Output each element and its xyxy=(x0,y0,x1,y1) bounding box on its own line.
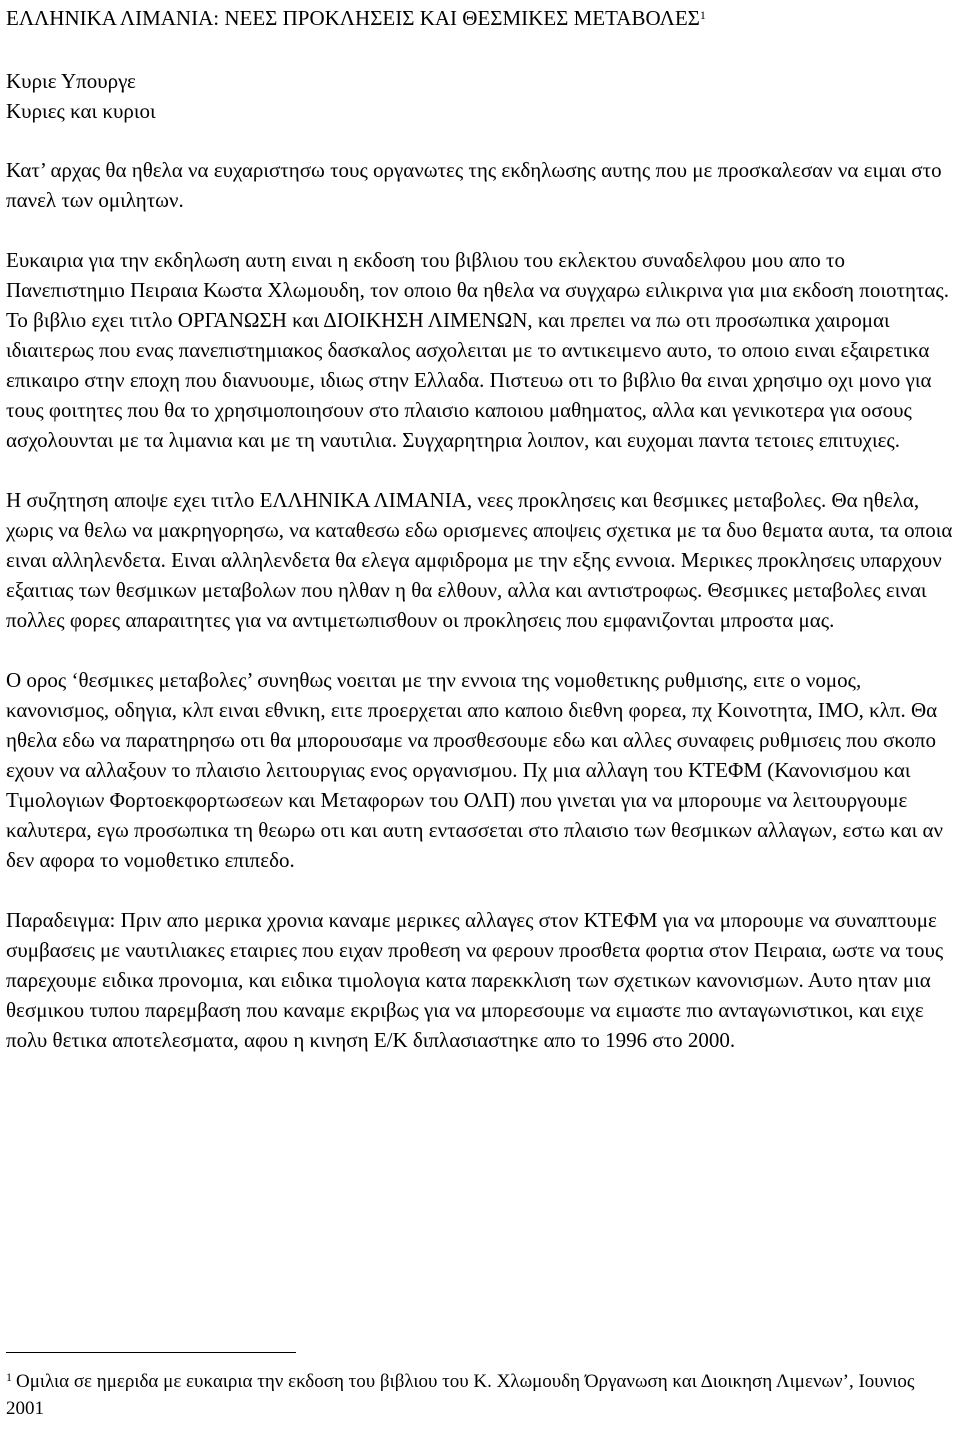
paragraph-institutional-changes: Ο ορος ‘θεσμικες μεταβολες’ συνηθως νοειται με την εννοια της νομοθετικης ρυθμισης, ειτε ο νομος, κανονισμος, οδηγια, κλπ ειναι εθνικη, ειτε προερχεται απο καποιο διεθνη φορεα, πχ Κοινοτητα, ΙΜΟ, κλπ. Θα ηθελα εδω να παρατηρησω οτι θα μπορουσαμε να προσθεσουμε εδω και αλλες συναφεις ρυθμισεις που σκοπο εχουν να αλλαξουν το πλαισιο λειτουργιας ενος οργανισμου. Πχ μια αλλαγη του ΚΤΕΦΜ (Κανονισμου και Τιμολογιων Φορτοεκφορτωσεων και Μεταφορων του ΟΛΠ) που γινεται για να μπορουμε να λειτουργουμε καλυτερα, εγω προσωπικα τη θεωρω οτι και αυτη εντασσεται στο πλαισιο των θεσμικων αλλαγων, εστω και αν δεν αφορα το νομοθετικο επιπεδο. xyxy=(6,668,943,872)
document-page xyxy=(6,0,954,1055)
footnote-separator xyxy=(6,1352,296,1353)
title-footnote-marker: 1 xyxy=(699,8,706,22)
footnote-text: Ομιλια σε ημεριδα με ευκαιρια την εκδοση του βιβλιου του Κ. Χλωμουδη Όργανωση και Διοικηση Λιμενων’, Ιουνιος 2001 xyxy=(6,1371,915,1419)
greeting-line: Κυριε Υπουργε xyxy=(6,69,136,93)
paragraph-discussion: Η συζητηση αποψε εχει τιτλο ΕΛΛΗΝΙΚΑ ΛΙΜΑΝΙΑ, νεες προκλησεις και θεσμικες μεταβολες. Θα ηθελα, χωρις να θελω να μακρηγορησω, να καταθεσω εδω ορισμενες αποψεις σχετικα με τα δυο θεματα αυτα, τα οποια ειναι αλληλενδετα. Ειναι αλληλενδετα θα ελεγα αμφιδρομα με την εξης εννοια. Μερικες προκλησεις υπαρχουν εξαιτιας των θεσμικων μεταβολων που ηλθαν η θα ελθουν, αλλα και αντιστροφως. Θεσμικες μεταβολες ειναι πολλες φορες απαραιτητες για να αντιμετωπισθουν οι προκλησεις που εμφανιζονται μπροστα μας. xyxy=(6,488,953,632)
paragraph-thanks: Κατ’ αρχας θα ηθελα να ευχαριστησω τους οργανωτες της εκδηλωσης αυτης που με προσκαλεσαν να ειμαι στο πανελ των ομιλητων. xyxy=(6,158,942,212)
footnote xyxy=(6,1368,954,1422)
paragraph-example: Παραδειγμα: Πριν απο μερικα χρονια καναμε μερικες αλλαγες στον ΚΤΕΦΜ για να μπορουμε να συναπτουμε συμβασεις με ναυτιλιακες εταιριες που ειχαν προθεση να φερουν προσθετα φορτια στον Πειραια, ωστε να τους παρεχουμε ειδικα προνομια, και ειδικα τιμολογια κατα παρεκκλιση των σχετικων κανονισμων. Αυτο ηταν μια θεσμικου τυπου παρεμβαση που καναμε εκριβως για να μπορεσουμε να ειμαστε πιο ανταγωνιστικοι, και ειχε πολυ θετικα αποτελεσματα, αφου η κινηση Ε/Κ διπλασιαστηκε απο το 1996 στο 2000. xyxy=(6,908,944,1052)
title-text: ΕΛΛΗΝΙΚΑ ΛΙΜΑΝΙΑ: ΝΕΕΣ ΠΡΟΚΛΗΣΕΙΣ ΚΑΙ ΘΕΣΜΙΚΕΣ ΜΕΤΑΒΟΛΕΣ xyxy=(6,6,700,30)
footnote-marker: 1 xyxy=(6,1370,12,1384)
greeting xyxy=(6,66,954,126)
paragraph-book: Ευκαιρια για την εκδηλωση αυτη ειναι η εκδοση του βιβλιου του εκλεκτου συναδελφου μου απο το Πανεπιστημιο Πειραια Κωστα Χλωμουδη, τον οποιο θα ηθελα να συγχαρω ειλικρινα για μια εκδοση ποιοτητας. Το βιβλιο εχει τιτλο ΟΡΓΑΝΩΣΗ και ΔΙΟΙΚΗΣΗ ΛΙΜΕΝΩΝ, και πρεπει να πω οτι προσωπικα χαιρομαι ιδιαιτερως που ενας πανεπιστημιακος δασκαλος ασχολειται με το αντικειμενο αυτο, το οποιο ειναι εξαιρετικα επικαιρο στην εποχη που διανυουμε, ιδιως στην Ελλαδα. Πιστευω οτι το βιβλιο θα ειναι χρησιμο οχι μονο για τους φοιτητες που θα το χρησιμοποιησουν στο πλαισιο καποιου μαθηματος, αλλα και γενικοτερα για οσους ασχολουνται με τα λιμανια και με τη ναυτιλια. Συγχαρητηρια λοιπον, και ευχομαι παντα τετοιες επιτυχιες. xyxy=(6,248,949,452)
document-title xyxy=(6,0,954,33)
greeting-line: Κυριες και κυριοι xyxy=(6,99,156,123)
